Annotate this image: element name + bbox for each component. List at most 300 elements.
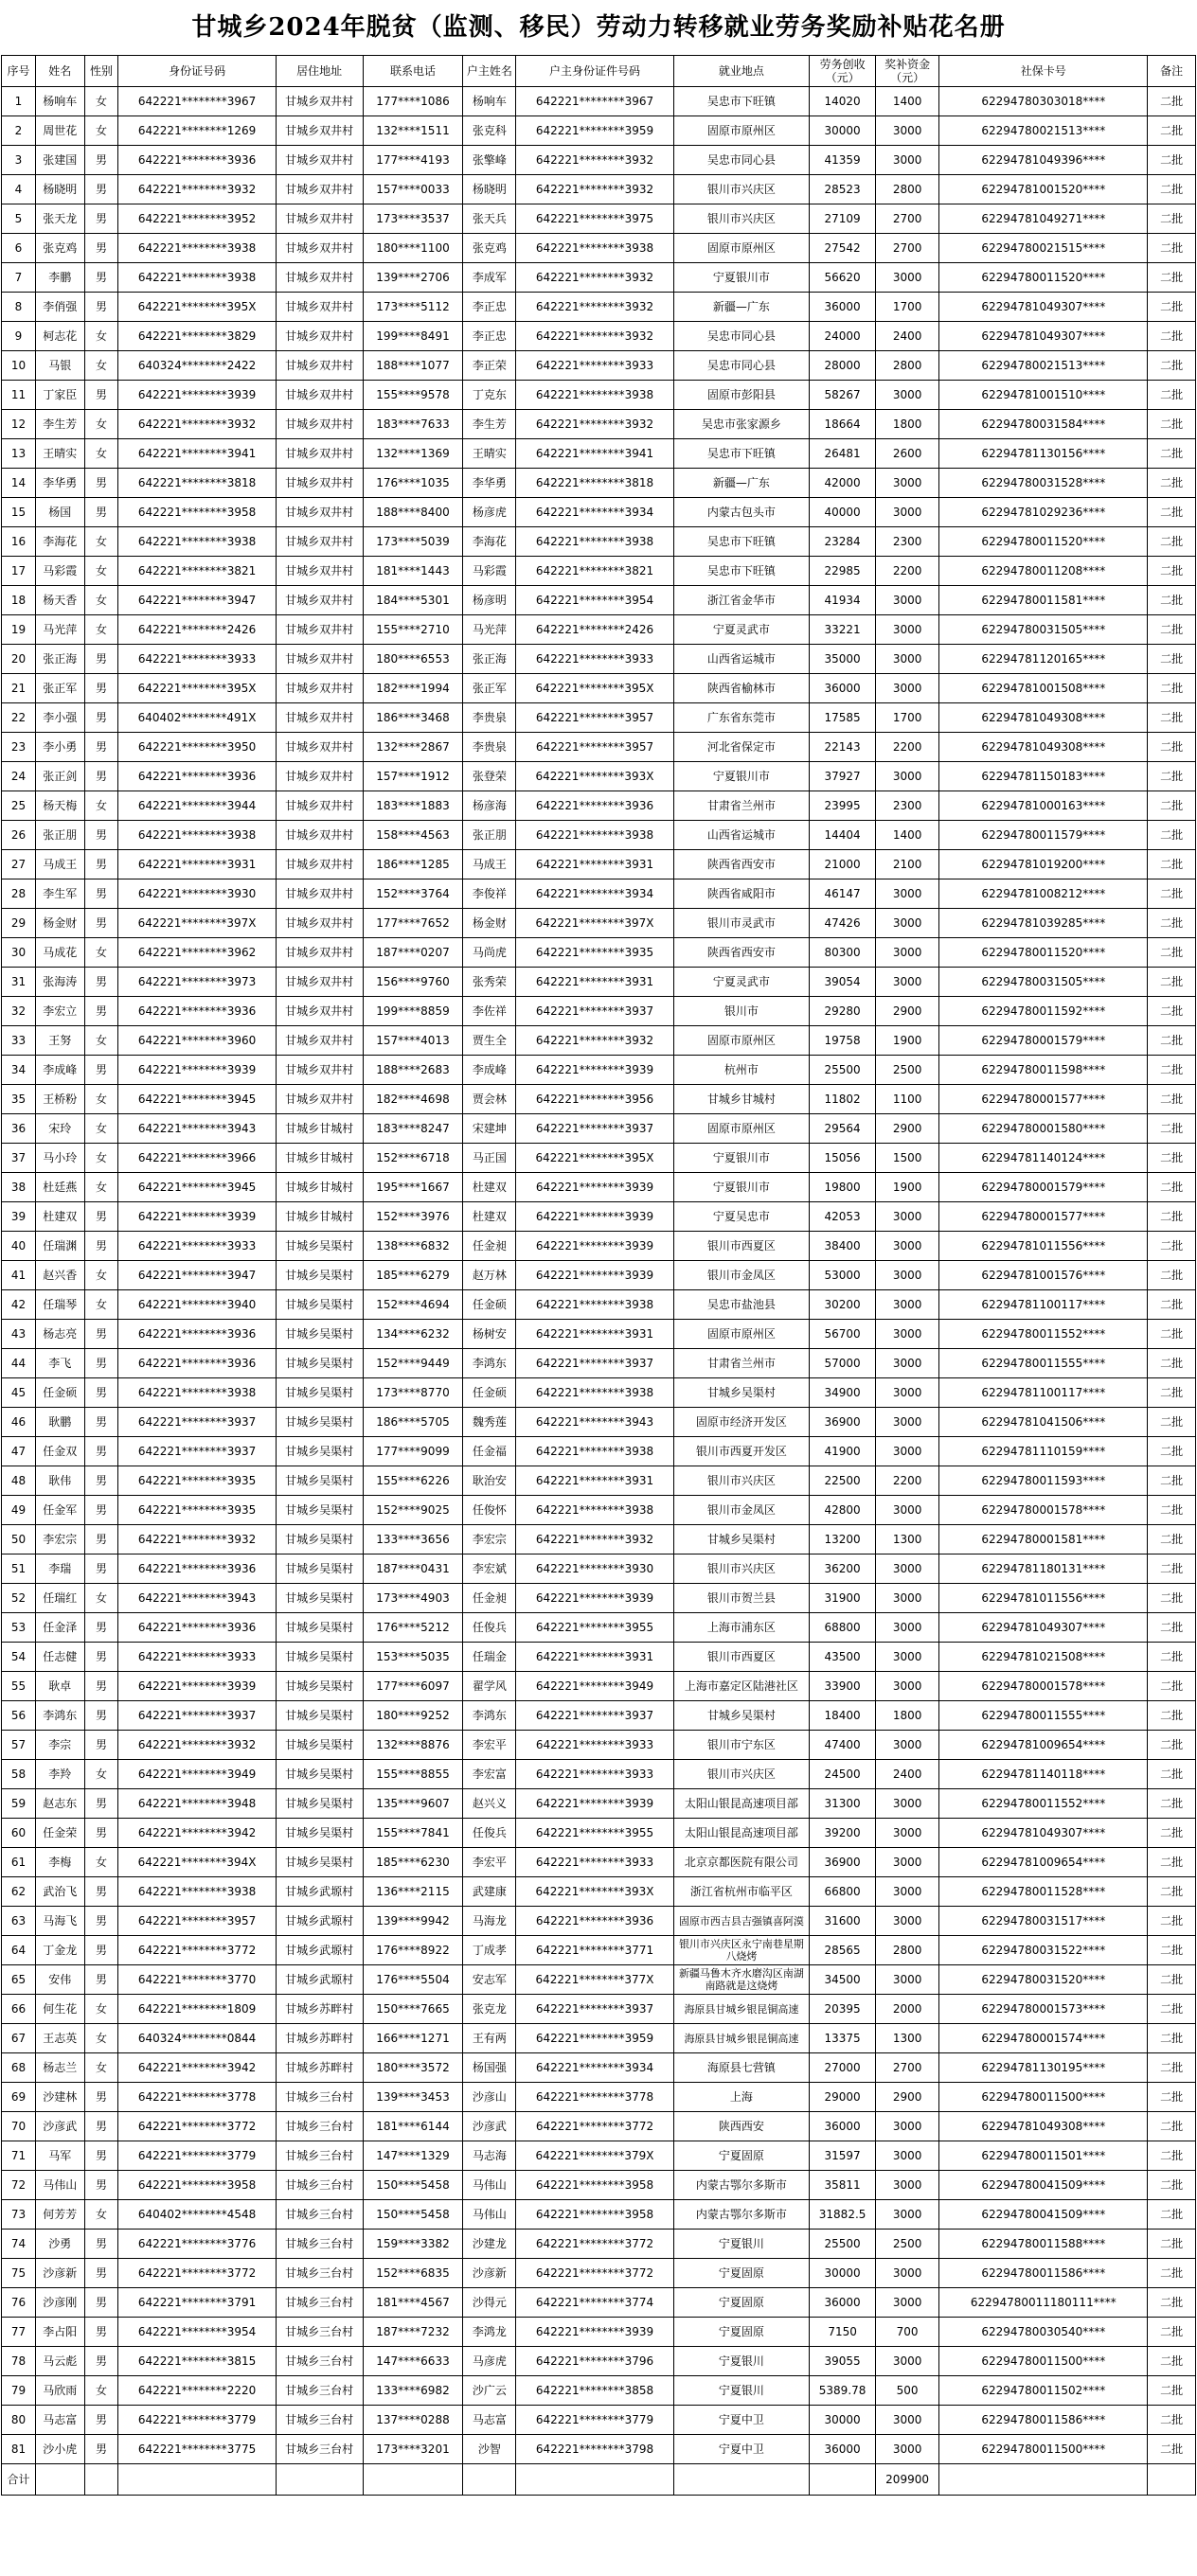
work-location-cell: 上海市嘉定区陆港社区 [673, 1672, 810, 1701]
row-number-cell: 61 [2, 1848, 36, 1877]
householder-name-cell: 张天兵 [463, 204, 516, 234]
gender-cell: 男 [84, 2318, 118, 2347]
residence-cell: 甘城乡三台村 [276, 2347, 363, 2376]
id-number-cell: 640402********491X [118, 703, 276, 733]
work-location-cell: 银川市贺兰县 [673, 1584, 810, 1613]
residence-cell: 甘城乡双井村 [276, 116, 363, 146]
subsidy-amount-cell: 2700 [875, 2053, 938, 2083]
person-name-cell: 沙彦新 [35, 2259, 84, 2288]
subsidy-amount-cell: 3000 [875, 1202, 938, 1232]
gender-cell: 女 [84, 2200, 118, 2230]
labor-income-cell: 27542 [810, 234, 876, 263]
subsidy-amount-cell: 2700 [875, 234, 938, 263]
phone-cell: 188****8400 [363, 498, 463, 527]
householder-id-cell: 642221********3938 [516, 821, 673, 850]
subsidy-amount-cell: 3000 [875, 615, 938, 645]
remark-cell: 二批 [1148, 1056, 1196, 1085]
householder-name-cell: 杨彦虎 [463, 498, 516, 527]
residence-cell: 甘城乡双井村 [276, 527, 363, 557]
person-name-cell: 杜廷燕 [35, 1173, 84, 1202]
remark-cell: 二批 [1148, 1731, 1196, 1760]
householder-name-cell: 沙得元 [463, 2288, 516, 2318]
social-security-card-cell: 62294780011552**** [939, 1320, 1148, 1349]
person-name-cell: 张克鸡 [35, 234, 84, 263]
table-row [2, 1232, 1196, 1261]
subsidy-amount-cell: 3000 [875, 968, 938, 997]
labor-income-cell: 30000 [810, 2259, 876, 2288]
gender-cell: 女 [84, 116, 118, 146]
id-number-cell: 642221********3938 [118, 263, 276, 293]
gender-cell: 男 [84, 997, 118, 1026]
householder-name-cell: 张克鸡 [463, 234, 516, 263]
labor-income-cell: 19800 [810, 1173, 876, 1202]
person-name-cell: 马彩霞 [35, 557, 84, 586]
householder-name-cell: 杨金财 [463, 909, 516, 938]
householder-name-cell: 李正荣 [463, 351, 516, 381]
person-name-cell: 马云彪 [35, 2347, 84, 2376]
residence-cell: 甘城乡双井村 [276, 1026, 363, 1056]
householder-id-cell: 642221********3937 [516, 1995, 673, 2024]
subsidy-amount-cell: 3000 [875, 1613, 938, 1643]
householder-id-cell: 642221********3937 [516, 1114, 673, 1144]
subsidy-amount-cell: 1800 [875, 410, 938, 439]
subsidy-roster-table [1, 55, 1196, 2496]
residence-cell: 甘城乡吴渠村 [276, 1408, 363, 1437]
remark-cell: 二批 [1148, 1408, 1196, 1437]
remark-cell: 二批 [1148, 557, 1196, 586]
table-row [2, 1995, 1196, 2024]
id-number-cell: 642221********1809 [118, 1995, 276, 2024]
phone-cell: 155****2710 [363, 615, 463, 645]
householder-name-cell: 任金福 [463, 1437, 516, 1466]
work-location-cell: 山西省运城市 [673, 821, 810, 850]
subsidy-amount-cell: 700 [875, 2318, 938, 2347]
table-row [2, 1819, 1196, 1848]
subsidy-amount-cell: 2000 [875, 1995, 938, 2024]
residence-cell: 甘城乡双井村 [276, 1085, 363, 1114]
residence-cell: 甘城乡双井村 [276, 293, 363, 322]
column-header: 身份证号码 [118, 56, 276, 87]
remark-cell: 二批 [1148, 263, 1196, 293]
work-location-cell: 陕西省咸阳市 [673, 879, 810, 909]
remark-cell: 二批 [1148, 1672, 1196, 1701]
person-name-cell: 杨金财 [35, 909, 84, 938]
social-security-card-cell: 62294780011586**** [939, 2259, 1148, 2288]
phone-cell: 155****6226 [363, 1466, 463, 1496]
residence-cell: 甘城乡双井村 [276, 674, 363, 703]
gender-cell: 女 [84, 938, 118, 968]
work-location-cell: 宁夏银川市 [673, 762, 810, 791]
gender-cell: 男 [84, 2112, 118, 2141]
labor-income-cell: 24000 [810, 322, 876, 351]
person-name-cell: 杨志亮 [35, 1320, 84, 1349]
table-row [2, 1936, 1196, 1965]
labor-income-cell: 27000 [810, 2053, 876, 2083]
householder-name-cell: 丁成孝 [463, 1936, 516, 1965]
householder-name-cell: 王有两 [463, 2024, 516, 2053]
person-name-cell: 马志富 [35, 2406, 84, 2435]
person-name-cell: 李瑞 [35, 1554, 84, 1584]
gender-cell: 男 [84, 2259, 118, 2288]
person-name-cell: 丁金龙 [35, 1936, 84, 1965]
work-location-cell: 吴忠市下旺镇 [673, 439, 810, 469]
residence-cell: 甘城乡双井村 [276, 733, 363, 762]
table-row [2, 2083, 1196, 2112]
subsidy-amount-cell: 3000 [875, 1261, 938, 1290]
social-security-card-cell: 62294780011500**** [939, 2435, 1148, 2464]
row-number-cell: 77 [2, 2318, 36, 2347]
phone-cell: 180****9252 [363, 1701, 463, 1731]
householder-id-cell: 642221********3937 [516, 1701, 673, 1731]
householder-id-cell: 642221********3932 [516, 410, 673, 439]
social-security-card-cell: 62294780011579**** [939, 821, 1148, 850]
person-name-cell: 李小勇 [35, 733, 84, 762]
social-security-card-cell: 62294781009654**** [939, 1848, 1148, 1877]
labor-income-cell: 33900 [810, 1672, 876, 1701]
row-number-cell: 74 [2, 2230, 36, 2259]
remark-cell: 二批 [1148, 2318, 1196, 2347]
residence-cell: 甘城乡武塬村 [276, 1907, 363, 1936]
id-number-cell: 642221********2220 [118, 2376, 276, 2406]
person-name-cell: 李俏强 [35, 293, 84, 322]
row-number-cell: 55 [2, 1672, 36, 1701]
person-name-cell: 李羚 [35, 1760, 84, 1789]
householder-name-cell: 杨彦明 [463, 586, 516, 615]
labor-income-cell: 14404 [810, 821, 876, 850]
person-name-cell: 李生军 [35, 879, 84, 909]
subsidy-amount-cell: 2900 [875, 1114, 938, 1144]
phone-cell: 132****1511 [363, 116, 463, 146]
social-security-card-cell: 62294781021508**** [939, 1643, 1148, 1672]
table-row [2, 2053, 1196, 2083]
work-location-cell: 太阳山银昆高速项目部 [673, 1789, 810, 1819]
id-number-cell: 642221********394X [118, 1848, 276, 1877]
householder-name-cell: 李宏富 [463, 1760, 516, 1789]
householder-id-cell: 642221********3938 [516, 234, 673, 263]
social-security-card-cell: 62294780001578**** [939, 1672, 1148, 1701]
labor-income-cell: 36200 [810, 1554, 876, 1584]
residence-cell: 甘城乡双井村 [276, 791, 363, 821]
row-number-cell: 60 [2, 1819, 36, 1848]
householder-name-cell: 李正忠 [463, 322, 516, 351]
residence-cell: 甘城乡吴渠村 [276, 1584, 363, 1613]
row-number-cell: 12 [2, 410, 36, 439]
row-number-cell: 38 [2, 1173, 36, 1202]
householder-name-cell: 李华勇 [463, 469, 516, 498]
id-number-cell: 640324********2422 [118, 351, 276, 381]
remark-cell: 二批 [1148, 674, 1196, 703]
householder-name-cell: 张登荣 [463, 762, 516, 791]
table-row [2, 175, 1196, 204]
residence-cell: 甘城乡三台村 [276, 2288, 363, 2318]
householder-id-cell: 642221********3955 [516, 1613, 673, 1643]
gender-cell: 男 [84, 2435, 118, 2464]
remark-cell: 二批 [1148, 2406, 1196, 2435]
person-name-cell: 李飞 [35, 1349, 84, 1378]
householder-name-cell: 张克科 [463, 116, 516, 146]
phone-cell: 173****5112 [363, 293, 463, 322]
remark-cell: 二批 [1148, 1232, 1196, 1261]
subsidy-amount-cell: 1300 [875, 2024, 938, 2053]
householder-id-cell: 642221********3774 [516, 2288, 673, 2318]
id-number-cell: 642221********3938 [118, 1877, 276, 1907]
phone-cell: 133****6982 [363, 2376, 463, 2406]
work-location-cell: 固原市原州区 [673, 1026, 810, 1056]
subsidy-amount-cell: 3000 [875, 263, 938, 293]
gender-cell: 男 [84, 175, 118, 204]
phone-cell: 173****4903 [363, 1584, 463, 1613]
gender-cell: 女 [84, 1760, 118, 1789]
labor-income-cell: 39054 [810, 968, 876, 997]
residence-cell: 甘城乡双井村 [276, 351, 363, 381]
phone-cell: 147****6633 [363, 2347, 463, 2376]
social-security-card-cell: 62294780001580**** [939, 1114, 1148, 1144]
work-location-cell: 吴忠市同心县 [673, 322, 810, 351]
phone-cell: 173****3537 [363, 204, 463, 234]
gender-cell: 男 [84, 1202, 118, 1232]
social-security-card-cell: 62294780011500**** [939, 2347, 1148, 2376]
row-number-cell: 1 [2, 87, 36, 116]
subsidy-amount-cell: 3000 [875, 1731, 938, 1760]
person-name-cell: 杨响车 [35, 87, 84, 116]
residence-cell: 甘城乡吴渠村 [276, 1437, 363, 1466]
table-row [2, 1554, 1196, 1584]
residence-cell: 甘城乡吴渠村 [276, 1760, 363, 1789]
labor-income-cell: 11802 [810, 1085, 876, 1114]
phone-cell: 177****9099 [363, 1437, 463, 1466]
id-number-cell: 642221********3936 [118, 997, 276, 1026]
phone-cell: 135****9607 [363, 1789, 463, 1819]
gender-cell: 男 [84, 1554, 118, 1584]
gender-cell: 女 [84, 1261, 118, 1290]
phone-cell: 188****2683 [363, 1056, 463, 1085]
remark-cell: 二批 [1148, 821, 1196, 850]
labor-income-cell: 15056 [810, 1144, 876, 1173]
id-number-cell: 642221********3821 [118, 557, 276, 586]
labor-income-cell: 33221 [810, 615, 876, 645]
id-number-cell: 642221********3960 [118, 1026, 276, 1056]
householder-id-cell: 642221********3937 [516, 997, 673, 1026]
subsidy-amount-cell: 3000 [875, 1643, 938, 1672]
subsidy-amount-cell: 3000 [875, 381, 938, 410]
work-location-cell: 吴忠市下旺镇 [673, 87, 810, 116]
person-name-cell: 柯志花 [35, 322, 84, 351]
table-row [2, 1584, 1196, 1613]
subsidy-amount-cell: 2900 [875, 2083, 938, 2112]
table-row [2, 703, 1196, 733]
table-row [2, 1877, 1196, 1907]
person-name-cell: 马军 [35, 2141, 84, 2171]
row-number-cell: 41 [2, 1261, 36, 1290]
table-row [2, 2200, 1196, 2230]
table-row [2, 322, 1196, 351]
id-number-cell: 642221********3939 [118, 1056, 276, 1085]
person-name-cell: 宋玲 [35, 1114, 84, 1144]
householder-id-cell: 642221********3933 [516, 645, 673, 674]
residence-cell: 甘城乡甘城村 [276, 1114, 363, 1144]
row-number-cell: 6 [2, 234, 36, 263]
social-security-card-cell: 62294780011528**** [939, 1877, 1148, 1907]
residence-cell: 甘城乡甘城村 [276, 1144, 363, 1173]
id-number-cell: 642221********3932 [118, 410, 276, 439]
work-location-cell: 宁夏中卫 [673, 2435, 810, 2464]
id-number-cell: 642221********3943 [118, 1114, 276, 1144]
remark-cell: 二批 [1148, 439, 1196, 469]
gender-cell: 男 [84, 1320, 118, 1349]
social-security-card-cell: 62294780001577**** [939, 1202, 1148, 1232]
work-location-cell: 银川市西夏区 [673, 1232, 810, 1261]
row-number-cell: 37 [2, 1144, 36, 1173]
householder-id-cell: 642221********3959 [516, 116, 673, 146]
remark-cell: 二批 [1148, 2200, 1196, 2230]
row-number-cell: 39 [2, 1202, 36, 1232]
householder-name-cell: 李佐祥 [463, 997, 516, 1026]
person-name-cell: 李宗 [35, 1731, 84, 1760]
remark-cell: 二批 [1148, 968, 1196, 997]
householder-id-cell: 642221********377X [516, 1965, 673, 1995]
row-number-cell: 73 [2, 2200, 36, 2230]
remark-cell: 二批 [1148, 2083, 1196, 2112]
phone-cell: 186****3468 [363, 703, 463, 733]
labor-income-cell: 19758 [810, 1026, 876, 1056]
labor-income-cell: 20395 [810, 1995, 876, 2024]
gender-cell: 男 [84, 1731, 118, 1760]
id-number-cell: 642221********3939 [118, 381, 276, 410]
row-number-cell: 21 [2, 674, 36, 703]
residence-cell: 甘城乡双井村 [276, 586, 363, 615]
work-location-cell: 宁夏灵武市 [673, 615, 810, 645]
householder-name-cell: 李鸿东 [463, 1701, 516, 1731]
table-row [2, 821, 1196, 850]
column-header: 户主身份证件号码 [516, 56, 673, 87]
gender-cell: 男 [84, 1496, 118, 1525]
id-number-cell: 642221********3938 [118, 234, 276, 263]
work-location-cell: 宁夏固原 [673, 2259, 810, 2288]
remark-cell: 二批 [1148, 1202, 1196, 1232]
id-number-cell: 642221********3942 [118, 1819, 276, 1848]
id-number-cell: 642221********3948 [118, 1789, 276, 1819]
labor-income-cell: 13200 [810, 1525, 876, 1554]
table-row [2, 1731, 1196, 1760]
id-number-cell: 642221********3950 [118, 733, 276, 762]
table-row [2, 997, 1196, 1026]
work-location-cell: 宁夏固原 [673, 2288, 810, 2318]
id-number-cell: 642221********3930 [118, 879, 276, 909]
householder-id-cell: 642221********397X [516, 909, 673, 938]
householder-name-cell: 杨树安 [463, 1320, 516, 1349]
householder-name-cell: 魏秀莲 [463, 1408, 516, 1437]
householder-name-cell: 任瑞金 [463, 1643, 516, 1672]
table-row [2, 2435, 1196, 2464]
householder-id-cell: 642221********395X [516, 1144, 673, 1173]
person-name-cell: 李成峰 [35, 1056, 84, 1085]
labor-income-cell: 22985 [810, 557, 876, 586]
table-row [2, 674, 1196, 703]
householder-id-cell: 642221********3938 [516, 381, 673, 410]
gender-cell: 男 [84, 762, 118, 791]
work-location-cell: 广东省东莞市 [673, 703, 810, 733]
householder-name-cell: 张秀荣 [463, 968, 516, 997]
social-security-card-cell: 62294780041509**** [939, 2171, 1148, 2200]
phone-cell: 180****3572 [363, 2053, 463, 2083]
householder-id-cell: 642221********3933 [516, 1760, 673, 1789]
social-security-card-cell: 62294781049308**** [939, 733, 1148, 762]
work-location-cell: 陕西西安 [673, 2112, 810, 2141]
subsidy-amount-cell: 2600 [875, 439, 938, 469]
labor-income-cell: 57000 [810, 1349, 876, 1378]
gender-cell: 男 [84, 381, 118, 410]
page-title: 甘城乡2024年脱贫（监测、移民）劳动力转移就业劳务奖励补贴花名册 [191, 13, 1006, 42]
subsidy-amount-cell: 500 [875, 2376, 938, 2406]
subsidy-amount-cell: 3000 [875, 1378, 938, 1408]
gender-cell: 男 [84, 645, 118, 674]
row-number-cell: 40 [2, 1232, 36, 1261]
householder-name-cell: 马彦虎 [463, 2347, 516, 2376]
subsidy-amount-cell: 1400 [875, 87, 938, 116]
person-name-cell: 马银 [35, 351, 84, 381]
labor-income-cell: 27109 [810, 204, 876, 234]
phone-cell: 173****3201 [363, 2435, 463, 2464]
gender-cell: 女 [84, 527, 118, 557]
phone-cell: 152****3764 [363, 879, 463, 909]
labor-income-cell: 28565 [810, 1936, 876, 1965]
social-security-card-cell: 62294780030540**** [939, 2318, 1148, 2347]
labor-income-cell: 13375 [810, 2024, 876, 2053]
phone-cell: 155****8855 [363, 1760, 463, 1789]
work-location-cell: 吴忠市同心县 [673, 146, 810, 175]
householder-name-cell: 马伟山 [463, 2171, 516, 2200]
labor-income-cell: 43500 [810, 1643, 876, 1672]
phone-cell: 185****6279 [363, 1261, 463, 1290]
labor-income-cell: 22500 [810, 1466, 876, 1496]
gender-cell: 男 [84, 2171, 118, 2200]
householder-name-cell: 任俊兵 [463, 1819, 516, 1848]
householder-name-cell: 马志海 [463, 2141, 516, 2171]
work-location-cell: 宁夏银川 [673, 2347, 810, 2376]
subsidy-amount-cell: 3000 [875, 645, 938, 674]
householder-name-cell: 任金硕 [463, 1290, 516, 1320]
householder-id-cell: 642221********3771 [516, 1936, 673, 1965]
work-location-cell: 宁夏灵武市 [673, 968, 810, 997]
householder-name-cell: 张克龙 [463, 1995, 516, 2024]
householder-name-cell: 任金昶 [463, 1584, 516, 1613]
householder-id-cell: 642221********3936 [516, 1907, 673, 1936]
work-location-cell: 浙江省金华市 [673, 586, 810, 615]
subsidy-amount-cell: 3000 [875, 469, 938, 498]
residence-cell: 甘城乡双井村 [276, 381, 363, 410]
work-location-cell: 固原市经济开发区 [673, 1408, 810, 1437]
labor-income-cell: 41359 [810, 146, 876, 175]
remark-cell: 二批 [1148, 1848, 1196, 1877]
remark-cell: 二批 [1148, 1437, 1196, 1466]
column-header: 户主姓名 [463, 56, 516, 87]
social-security-card-cell: 62294781130195**** [939, 2053, 1148, 2083]
remark-cell: 二批 [1148, 2112, 1196, 2141]
person-name-cell: 沙彦武 [35, 2112, 84, 2141]
labor-income-cell: 35811 [810, 2171, 876, 2200]
gender-cell: 男 [84, 1643, 118, 1672]
householder-id-cell: 642221********3934 [516, 498, 673, 527]
labor-income-cell: 36000 [810, 2112, 876, 2141]
subsidy-amount-cell: 3000 [875, 2112, 938, 2141]
householder-name-cell: 李宏宗 [463, 1525, 516, 1554]
phone-cell: 177****6097 [363, 1672, 463, 1701]
householder-name-cell: 杨彦海 [463, 791, 516, 821]
gender-cell: 女 [84, 1144, 118, 1173]
work-location-cell: 河北省保定市 [673, 733, 810, 762]
gender-cell: 女 [84, 1584, 118, 1613]
person-name-cell: 任志健 [35, 1643, 84, 1672]
